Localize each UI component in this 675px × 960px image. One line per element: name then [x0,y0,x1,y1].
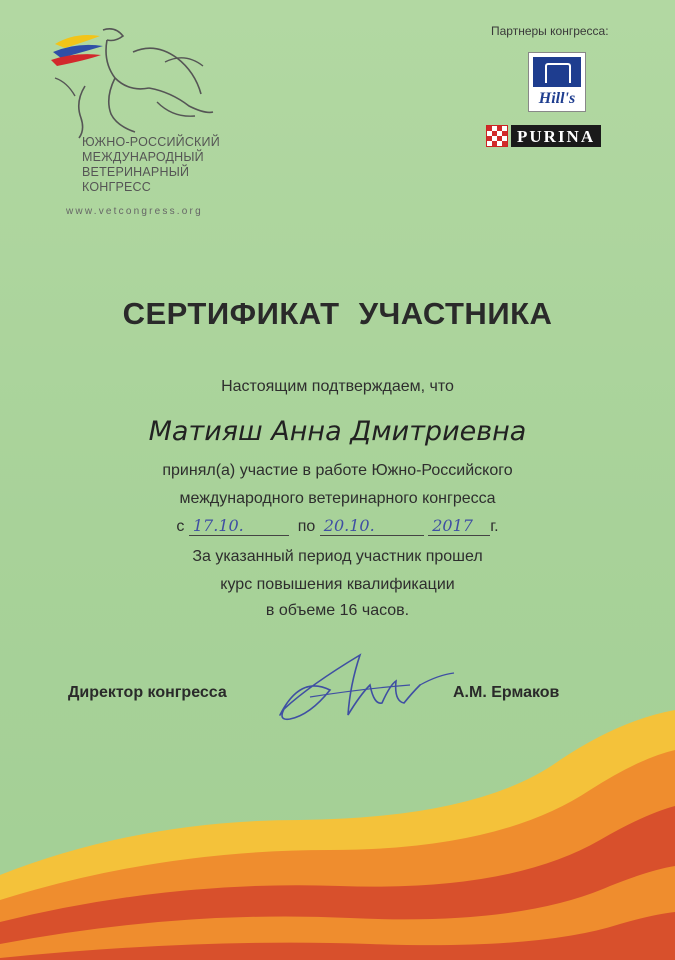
congress-name-line: КОНГРЕСС [82,180,151,194]
purina-logo-text: PURINA [511,125,601,147]
purina-logo [486,124,626,148]
director-signature [270,645,460,735]
date-to: 20.10. [320,516,424,536]
congress-name-line: ВЕТЕРИНАРНЫЙ [82,165,190,179]
congress-name-line: МЕЖДУНАРОДНЫЙ [82,150,204,164]
hills-logo-text: Hill's [538,90,576,107]
participation-line-1: принял(а) участие в работе Южно-Российского [162,462,513,479]
date-prefix: с [176,518,185,535]
congress-horse-rider-logo [45,22,215,142]
course-line-1: За указанный период участник прошел [192,548,483,565]
certificate-title [0,296,675,332]
date-from: 17.10. [189,516,289,536]
hills-logo [528,52,586,112]
certificate-title-text: СЕРТИФИКАТ УЧАСТНИКА [122,296,553,331]
decorative-waves [0,700,675,960]
participation-line-2: международного ветеринарного конгресса [179,490,496,507]
purina-checkerboard-icon [486,125,508,147]
partners-label: Партнеры конгресса: [491,24,609,38]
congress-name-line: ЮЖНО-РОССИЙСКИЙ [82,135,220,149]
course-line-2: курс повышения квалификации [220,576,455,593]
year: 2017 [428,516,490,536]
director-role: Директор конгресса [68,684,227,701]
date-to-prefix: по [297,518,316,535]
date-range-line [0,516,675,536]
year-suffix: г. [490,518,499,535]
congress-name [82,135,282,195]
confirm-text: Настоящим подтверждаем, что [221,378,454,395]
hills-emblem-icon [533,57,581,87]
participant-name: Матияш Анна Дмитриевна [148,416,527,447]
congress-url: www.vetcongress.org [66,206,203,217]
director-name: А.М. Ермаков [453,684,560,701]
course-hours: в объеме 16 часов. [265,602,410,619]
